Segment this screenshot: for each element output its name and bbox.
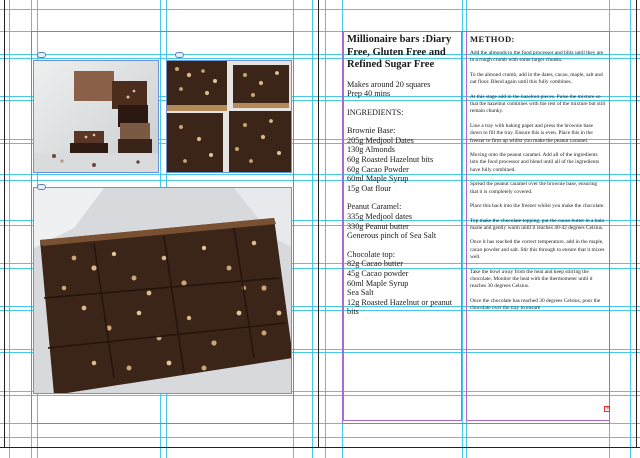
ingredients-text-frame[interactable] — [343, 31, 462, 421]
page-edge-left — [4, 0, 5, 448]
row-guide[interactable] — [0, 437, 640, 438]
ingredient-group-heading: Peanut Caramel: — [347, 202, 402, 212]
link-badge-icon[interactable] — [37, 52, 46, 58]
photo-full-tray[interactable] — [33, 187, 292, 394]
method-step: Top make the chocolate topping, put the cacao butter in a bain marie and gently warm until it reaches 40-42 degrees Celsius. — [470, 217, 605, 231]
column-guide[interactable] — [630, 0, 631, 458]
photo-square-slices[interactable] — [166, 60, 292, 173]
recipe-yield: Makes around 20 squares — [347, 79, 431, 89]
full-tray-image — [34, 188, 292, 394]
method-step: Moving onto the peanut caramel. Add all of the ingredients into the food processor and blend until all of the ingredients have fully combined. — [470, 152, 600, 173]
photo-stacked-bars[interactable] — [33, 60, 159, 173]
method-step: Take the bowl away from the heat and keep stirring the chocolate. Monitor the heat with the thermometer until it reaches 30 degrees Celsius. — [470, 268, 593, 290]
ingredient-item: 60g Cacao Powder — [347, 164, 409, 174]
page-edge-bottom — [0, 447, 640, 448]
ingredient-item: 15g Oat flour — [347, 183, 392, 193]
ingredient-group-heading: Chocolate top: — [347, 249, 395, 259]
ingredient-item: 330g Peanut butter — [347, 221, 409, 231]
stacked-bars-image — [34, 61, 159, 173]
recipe-title: Millionaire bars :Diary Free, Gluten Free and Refined Sugar Free — [347, 34, 452, 70]
ingredient-item: 60ml Maple Syrup — [347, 174, 409, 184]
ingredient-item: 82g Cacao butter — [347, 259, 403, 269]
method-step: Spread the peanut caramel over the brownie base, ensuring that it is completely covered. — [470, 181, 598, 195]
link-badge-icon[interactable] — [175, 52, 184, 58]
method-step: Add the almonds to the food processor and blitz until they are in a rough crumb with some larger chunks. — [470, 50, 604, 64]
method-step: Line a tray with baking paper and press the brownie base down to fill the tray. Ensure this is even. Place this in the freezer to firm up whilst you make the peanut caramel. — [470, 122, 594, 144]
column-guide[interactable] — [325, 0, 326, 458]
column-guide[interactable] — [312, 0, 313, 458]
ingredient-item: 130g Almonds — [347, 145, 395, 155]
page-edge-right — [636, 0, 637, 448]
link-badge-icon[interactable] — [37, 184, 46, 190]
ingredient-group-heading: Brownie Base: — [347, 126, 396, 136]
column-guide[interactable] — [9, 0, 10, 458]
method-step: At this stage add in the hazelnut pieces. Pulse the mixture so that the hazelnut combines with the rest of the mixture but still remain chunky. — [470, 93, 606, 115]
ingredients-heading: INGREDIENTS: — [347, 107, 404, 117]
method-step: To the almond crumb, add in the dates, cacao, maple, salt and oat flour. Blend again until this fully combines. — [470, 71, 603, 86]
overset-text-icon[interactable] — [604, 406, 610, 412]
method-step: Once it has reached the correct temperature, add in the maple, cacao powder and salt. Stir this through to ensure that it mixes well. — [470, 239, 605, 261]
ingredient-item: 12g Roasted Hazelnut or peanut bits — [347, 297, 455, 317]
method-heading: METHOD: — [470, 34, 515, 44]
ingredient-item: 45g Cacao powder — [347, 269, 409, 278]
spread-spine — [318, 0, 319, 448]
ingredient-item: 335g Medjool dates — [347, 212, 413, 222]
ingredient-item: Generous pinch of Sea Salt — [347, 231, 437, 241]
ingredient-item: Sea Salt — [347, 288, 374, 298]
square-slices-image — [167, 61, 292, 173]
method-step: Once the chocolate has reached 30 degrees Celsius, pour the chocolate over the tray to ensure — [470, 297, 601, 312]
method-text-frame[interactable] — [466, 31, 610, 421]
ingredient-item: 60ml Maple Syrup — [347, 278, 409, 288]
row-guide[interactable] — [0, 9, 640, 10]
ingredient-item: 60g Roasted Hazelnut bits — [347, 155, 434, 165]
recipe-prep-time: Prep 40 mins — [347, 89, 391, 99]
ingredient-item: 205g Medjool Dates — [347, 135, 414, 145]
method-step: Place this back into the freezer whilst you make the chocolate. — [470, 203, 605, 210]
